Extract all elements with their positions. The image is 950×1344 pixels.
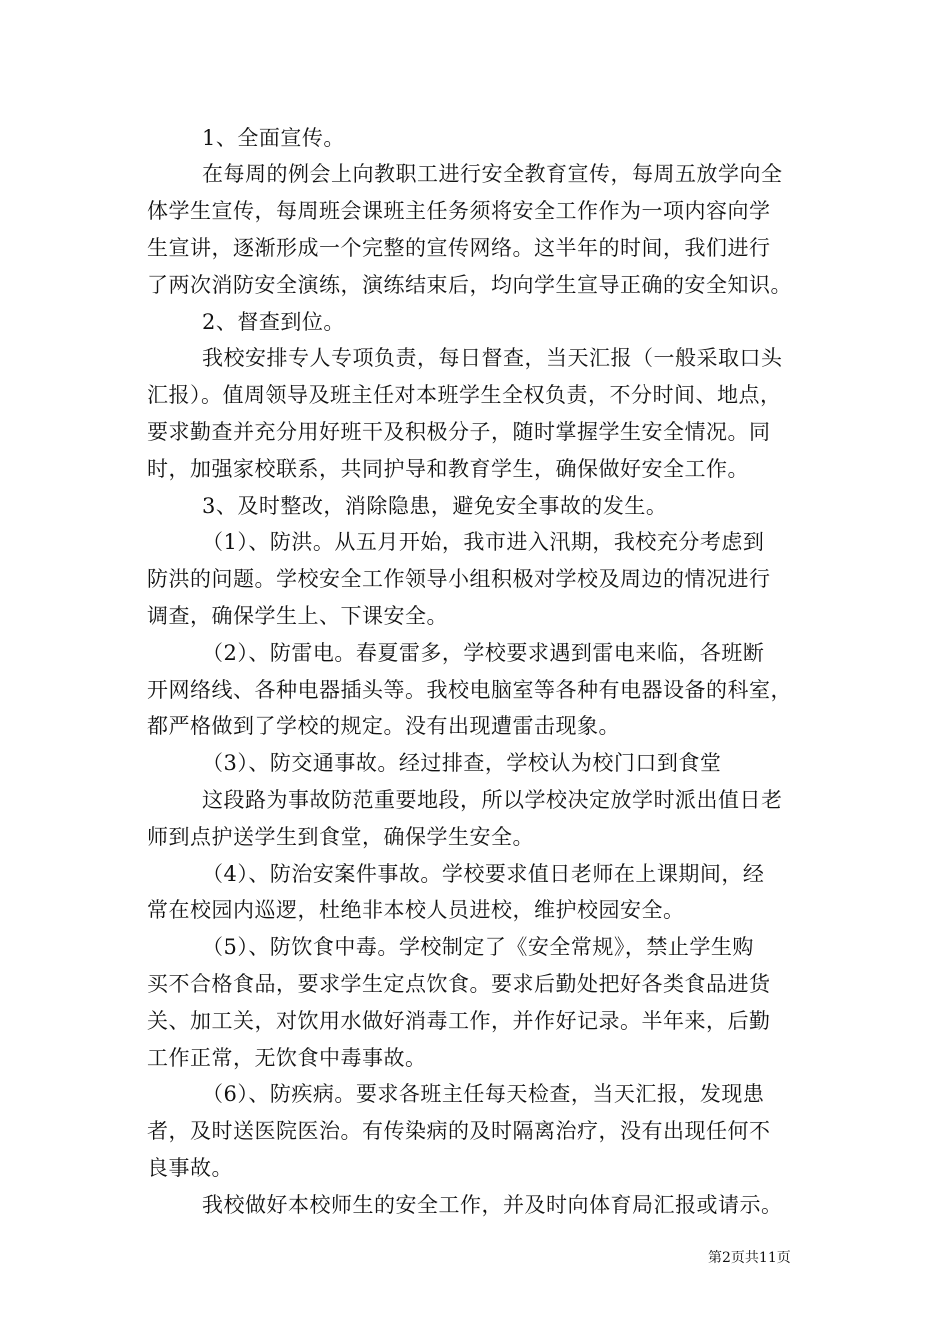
text-line: 都严格做到了学校的规定。没有出现遭雷击现象。 xyxy=(147,714,620,738)
text-line: 我校做好本校师生的安全工作，并及时向体育局汇报或请示。 xyxy=(202,1193,783,1217)
text-line: 买不合格食品，要求学生定点饮食。要求后勤处把好各类食品进货 xyxy=(147,972,771,996)
text-line: 在每周的例会上向教职工进行安全教育宣传，每周五放学向全 xyxy=(202,162,783,186)
text-line: 常在校园内巡逻，杜绝非本校人员进校，维护校园安全。 xyxy=(147,898,685,922)
text-line: 良事故。 xyxy=(147,1156,233,1180)
text-line: 者，及时送医院医治。有传染病的及时隔离治疗，没有出现任何不 xyxy=(147,1119,771,1143)
text-line: （3）、防交通事故。经过排查，学校认为校门口到食堂 xyxy=(202,751,722,775)
text-line: 3、及时整改，消除隐患，避免安全事故的发生。 xyxy=(202,494,668,518)
text-line: （2）、防雷电。春夏雷多，学校要求遇到雷电来临，各班断 xyxy=(202,641,765,665)
text-line: 要求勤查并充分用好班干及积极分子，随时掌握学生安全情况。同 xyxy=(147,420,771,444)
text-line: （1）、防洪。从五月开始，我市进入汛期，我校充分考虑到 xyxy=(202,530,765,554)
text-line: 工作正常，无饮食中毒事故。 xyxy=(147,1046,427,1070)
text-line: 开网络线、各种电器插头等。我校电脑室等各种有电器设备的科室， xyxy=(147,678,792,702)
text-line: 防洪的问题。学校安全工作领导小组积极对学校及周边的情况进行 xyxy=(147,567,771,591)
page-number-footer: 第2页共11页 xyxy=(708,1250,791,1266)
text-line: 1、全面宣传。 xyxy=(202,126,345,150)
text-line: 生宣讲，逐渐形成一个完整的宣传网络。这半年的时间，我们进行 xyxy=(147,236,771,260)
text-line: 体学生宣传，每周班会课班主任务须将安全工作作为一项内容向学 xyxy=(147,199,771,223)
text-line: 时，加强家校联系，共同护导和教育学生，确保做好安全工作。 xyxy=(147,457,749,481)
text-line: （4）、防治安案件事故。学校要求值日老师在上课期间，经 xyxy=(202,862,765,886)
text-line: 调查，确保学生上、下课安全。 xyxy=(147,604,448,628)
text-line: （5）、防饮食中毒。学校制定了《安全常规》，禁止学生购 xyxy=(202,935,754,959)
text-line: 我校安排专人专项负责，每日督查，当天汇报（一般采取口头 xyxy=(202,346,783,370)
text-line: 关、加工关，对饮用水做好消毒工作，并作好记录。半年来，后勤 xyxy=(147,1009,771,1033)
text-line: 这段路为事故防范重要地段，所以学校决定放学时派出值日老 xyxy=(202,788,783,812)
text-line: 2、督查到位。 xyxy=(202,310,345,334)
text-line: 了两次消防安全演练，演练结束后，均向学生宣导正确的安全知识。 xyxy=(147,273,792,297)
text-line: 师到点护送学生到食堂，确保学生安全。 xyxy=(147,825,534,849)
text-line: 汇报）。值周领导及班主任对本班学生全权负责，不分时间、地点， xyxy=(147,383,782,407)
text-line: （6）、防疾病。要求各班主任每天检查，当天汇报，发现患 xyxy=(202,1082,765,1106)
